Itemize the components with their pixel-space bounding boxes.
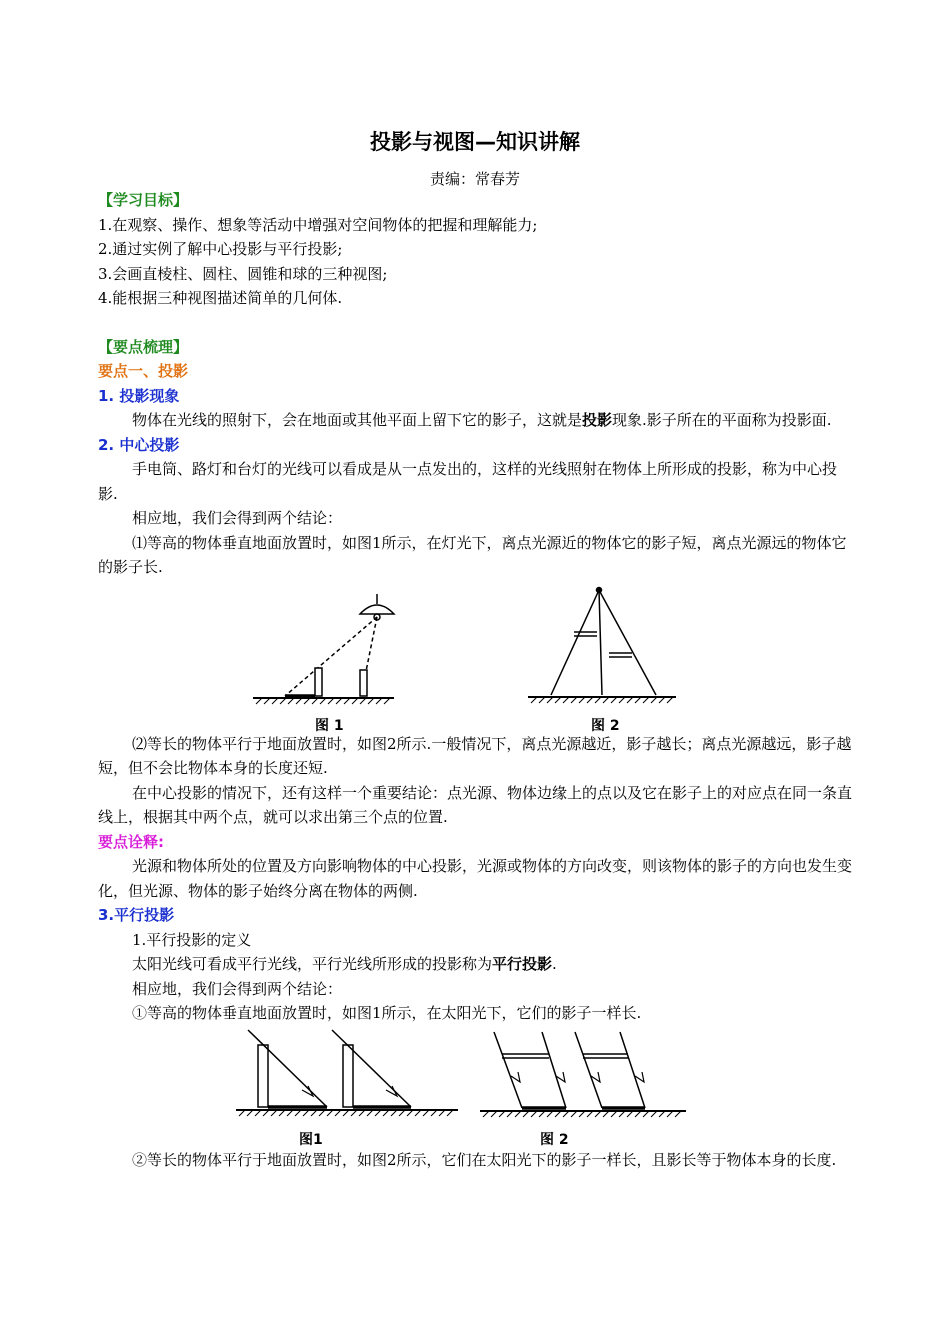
fig1-label-parallel: 图1 bbox=[299, 1131, 323, 1148]
sec2-paragraph-2: 相应地，我们会得到两个结论： bbox=[132, 509, 343, 527]
central-projection-figures bbox=[98, 580, 852, 732]
pyramid-figure bbox=[528, 587, 676, 703]
outline-heading: 【要点梳理】 bbox=[98, 337, 189, 356]
sec3-paragraph-5: ②等长的物体平行于地面放置时，如图2所示，它们在太阳光下的影子一样长，且影长等于物体本身的长度. bbox=[132, 1150, 837, 1169]
sec3-paragraph-2: 太阳光线可看成平行光线，平行光线所形成的投影称为平行投影. bbox=[132, 955, 557, 973]
keyword-projection: 投影 bbox=[582, 411, 613, 429]
point1-heading: 要点一、投影 bbox=[98, 362, 189, 380]
goals-heading: 【学习目标】 bbox=[98, 191, 189, 209]
parallel-projection-figures bbox=[98, 1026, 852, 1148]
sec2-paragraph-3: ⑴等高的物体垂直地面放置时，如图1所示，在灯光下，离点光源近的物体它的影子短，离点光源远的物体它的影子长. bbox=[98, 533, 847, 576]
sec2-paragraph-5: 在中心投影的情况下，还有这样一个重要结论：点光源、物体边缘上的点以及它在影子上的对应点在同一条直线上，根据其中两个点，就可以求出第三个点的位置. bbox=[98, 783, 853, 826]
fig1-label: 图 1 bbox=[315, 717, 344, 732]
keyword-parallel-projection: 平行投影 bbox=[492, 955, 553, 973]
goal-item-3: 3.会画直棱柱、圆柱、圆锥和球的三种视图; bbox=[98, 264, 388, 283]
vertical-posts-figure bbox=[236, 1030, 458, 1116]
sec3-heading: 3.平行投影 bbox=[98, 906, 175, 924]
sec3-paragraph-4: ①等高的物体垂直地面放置时，如图1所示，在太阳光下，它们的影子一样长. bbox=[132, 1004, 642, 1022]
goal-item-2: 2.通过实例了解中心投影与平行投影; bbox=[98, 240, 343, 258]
note-paragraph: 光源和物体所处的位置及方向影响物体的中心投影，光源或物体的方向改变，则该物体的影子的方向也发生变化，但光源、物体的影子始终分离在物体的两侧. bbox=[98, 857, 853, 900]
sec1-paragraph: 物体在光线的照射下，会在地面或其他平面上留下它的影子，这就是投影现象.影子所在的平面称为投影面. bbox=[132, 411, 832, 429]
editor-line: 责编：常春芳 bbox=[429, 170, 520, 188]
content-body bbox=[98, 188, 852, 1172]
sec3-paragraph-1: 1.平行投影的定义 bbox=[132, 930, 252, 949]
goal-item-1: 1.在观察、操作、想象等活动中增强对空间物体的把握和理解能力; bbox=[98, 215, 538, 234]
page-title: 投影与视图—知识讲解 bbox=[370, 130, 580, 154]
fig2-label-parallel: 图 2 bbox=[540, 1131, 569, 1148]
sec2-heading: 2. 中心投影 bbox=[98, 435, 180, 454]
sec2-paragraph-4: ⑵等长的物体平行于地面放置时，如图2所示.一般情况下，离点光源越近，影子越长；离点光源越远，影子越短，但不会比物体本身的长度还短. bbox=[98, 734, 852, 777]
sec1-heading: 1. 投影现象 bbox=[98, 386, 180, 405]
note-heading: 要点诠释: bbox=[98, 832, 164, 851]
lamp-figure bbox=[253, 594, 394, 704]
fig2-label: 图 2 bbox=[591, 717, 620, 732]
sec2-paragraph-1: 手电筒、路灯和台灯的光线可以看成是从一点发出的，这样的光线照射在物体上所形成的投影，称为中心投影. bbox=[98, 460, 838, 503]
sec3-paragraph-3: 相应地，我们会得到两个结论： bbox=[132, 979, 343, 998]
horizontal-rods-figure bbox=[480, 1032, 686, 1117]
central-projection-svg bbox=[98, 580, 852, 732]
parallel-projection-svg bbox=[98, 1026, 852, 1148]
goal-item-4: 4.能根据三种视图描述简单的几何体. bbox=[98, 289, 343, 307]
